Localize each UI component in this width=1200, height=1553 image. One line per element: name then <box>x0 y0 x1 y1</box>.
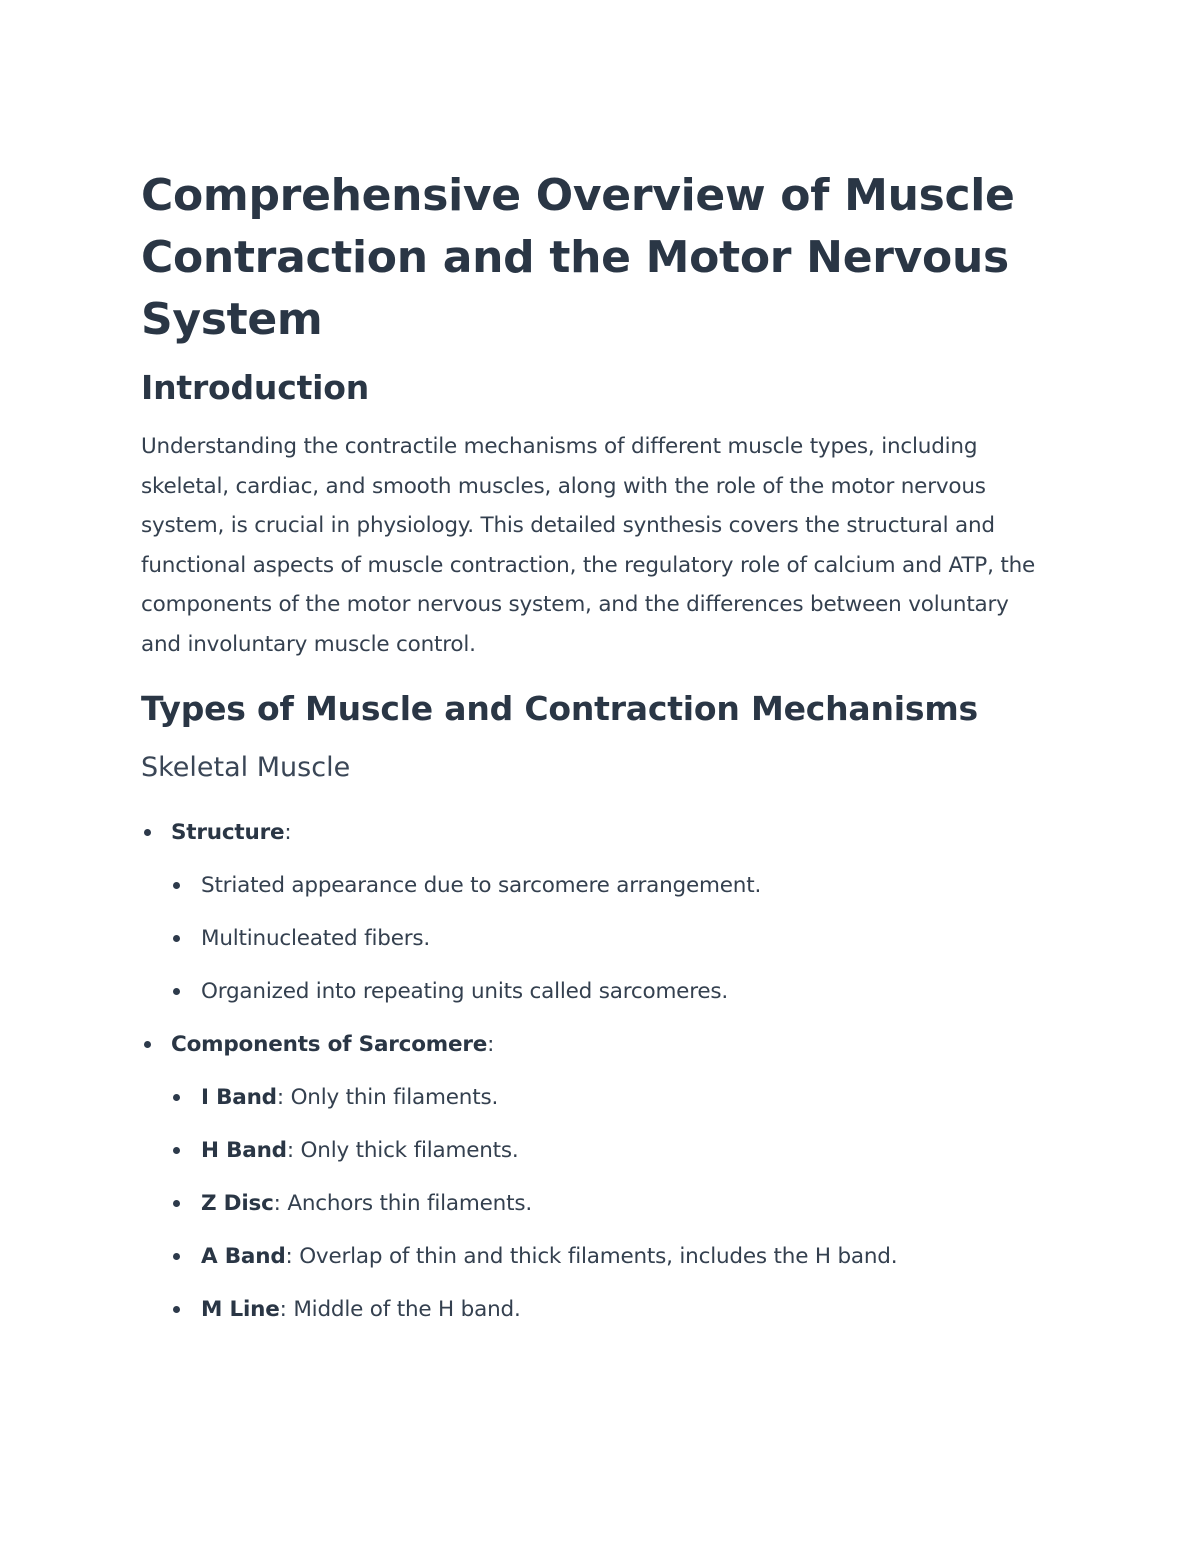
introduction-paragraph: Understanding the contractile mechanisms of different muscle types, including skeletal, cardiac, and smooth muscles, along with the role of the motor nervous system, is crucial in physiology. This detailed synthesis covers the structural and functional aspects of muscle contraction, the regulatory role of calcium and ATP, the components of the motor nervous system, and the differences between voluntary and involuntary muscle control. <box>141 434 1036 657</box>
sarcomere-component-item <box>141 1230 1051 1283</box>
structure-label: Structure <box>171 820 285 845</box>
component-term: H Band <box>201 1138 287 1163</box>
sarcomere-component-item <box>141 1124 1051 1177</box>
component-term: M Line <box>201 1297 280 1322</box>
component-term: I Band <box>201 1085 277 1110</box>
component-description: : Middle of the H band. <box>279 1297 521 1322</box>
components-label-colon: : <box>487 1032 495 1057</box>
types-section-heading: Types of Muscle and Contraction Mechanisms <box>141 689 978 728</box>
document-page <box>141 165 1051 1336</box>
structure-detail-item: Multinucleated fibers. <box>141 912 1051 965</box>
component-description: : Anchors thin filaments. <box>273 1191 532 1216</box>
structure-detail-item: Striated appearance due to sarcomere arrangement. <box>141 859 1051 912</box>
sarcomere-component-item <box>141 1283 1051 1336</box>
component-description: : Overlap of thin and thick filaments, includes the H band. <box>285 1244 898 1269</box>
sarcomere-component-item <box>141 1177 1051 1230</box>
document-title: Comprehensive Overview of Muscle Contraction and the Motor Nervous System <box>141 170 1015 345</box>
component-term: A Band <box>201 1244 286 1269</box>
structure-detail-item: Organized into repeating units called sarcomeres. <box>141 965 1051 1018</box>
components-label: Components of Sarcomere <box>171 1032 488 1057</box>
component-term: Z Disc <box>201 1191 274 1216</box>
structure-list-item <box>141 806 1051 859</box>
components-list-item <box>141 1018 1051 1071</box>
sarcomere-component-item <box>141 1071 1051 1124</box>
component-description: : Only thin filaments. <box>276 1085 499 1110</box>
skeletal-muscle-heading: Skeletal Muscle <box>141 752 351 783</box>
introduction-heading: Introduction <box>141 368 370 407</box>
skeletal-muscle-list <box>141 806 1051 1336</box>
component-description: : Only thick filaments. <box>286 1138 519 1163</box>
structure-label-colon: : <box>284 820 292 845</box>
